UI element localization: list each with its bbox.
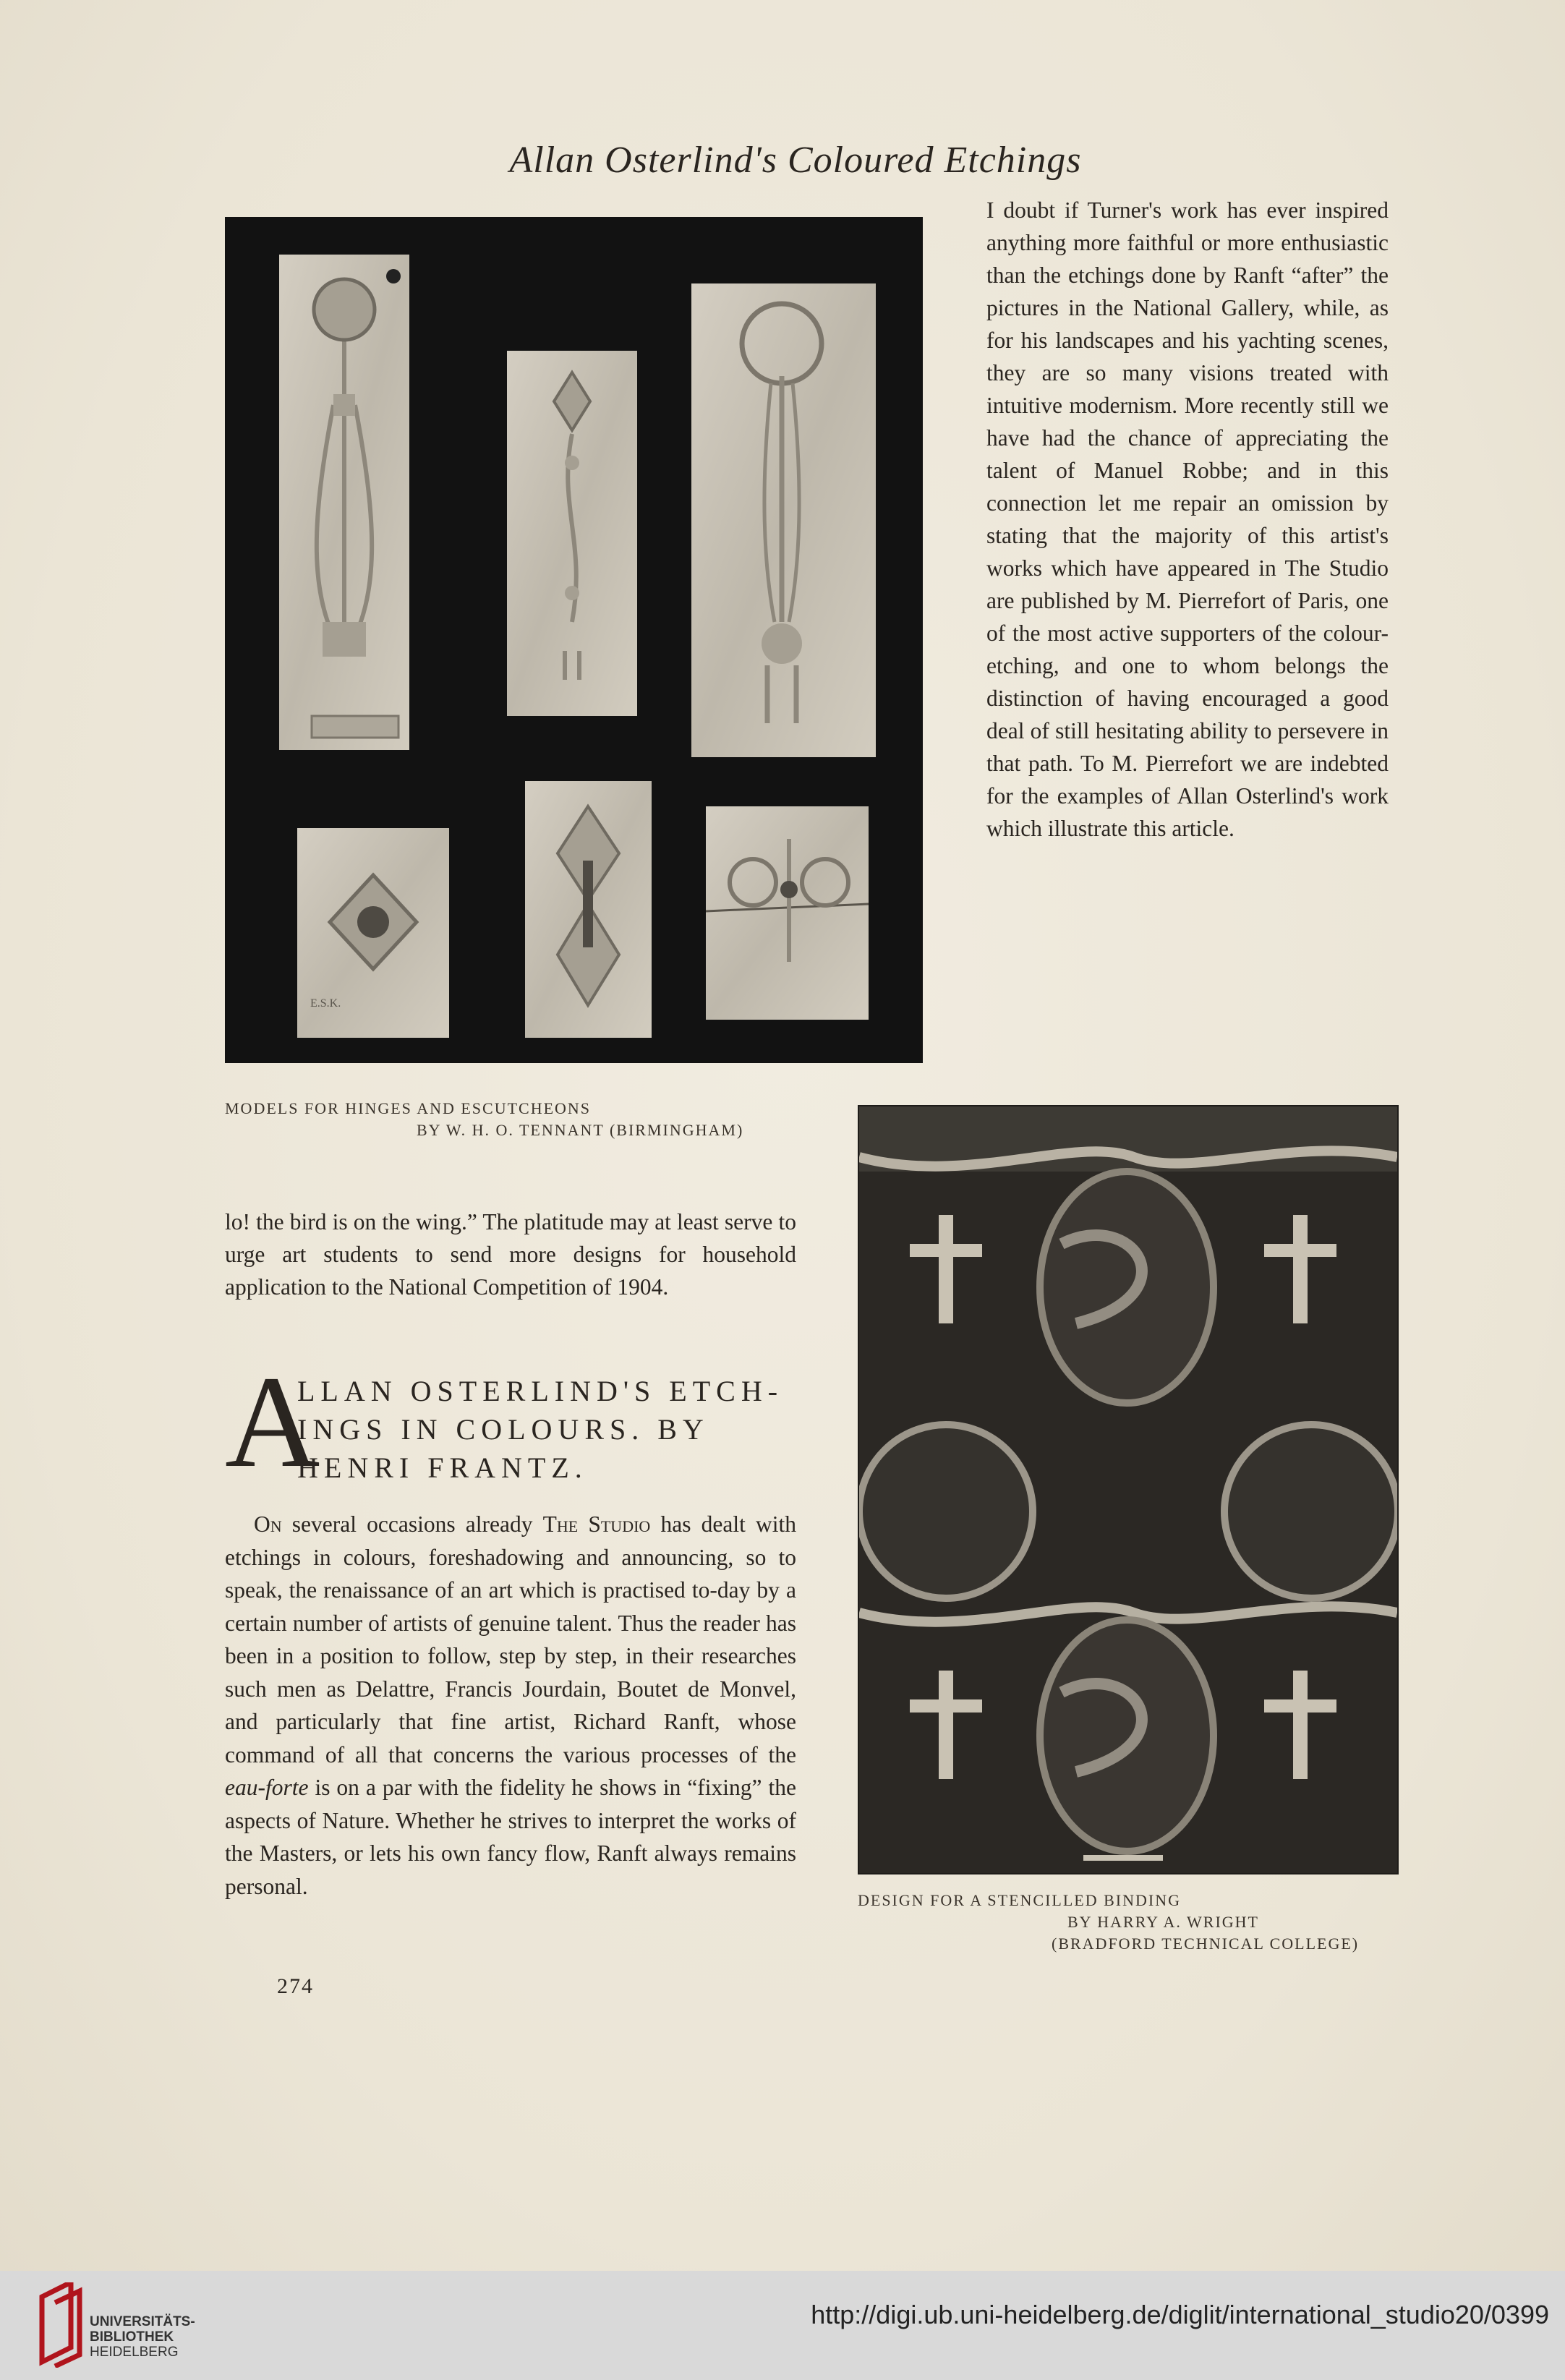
- title-line-3: HENRI FRANTZ.: [297, 1451, 588, 1484]
- footer-bar: [0, 2271, 1565, 2380]
- binding-illustration: [859, 1106, 1397, 1873]
- hinge-plate-1: [279, 255, 409, 750]
- figure2-caption: [858, 1891, 1407, 1953]
- library-name: [90, 2314, 195, 2360]
- article-body: [225, 1508, 796, 1903]
- hinges-illustration: [225, 217, 923, 1063]
- figure1-caption-line2: BY W. H. O. TENNANT (BIRMINGHAM): [417, 1121, 744, 1139]
- article-body-part3: is on a par with the fidelity he shows in “fixing” the aspects of Nature. Whether he strives to interpret the works of the Masters, or lets his own fancy flow, Ranft always remains personal.: [225, 1775, 796, 1899]
- hinge-plate-3: [691, 283, 876, 757]
- library-line2: BIBLIOTHEK: [90, 2329, 174, 2345]
- article-body-part1: several occasions already: [281, 1511, 543, 1537]
- library-logo-icon: [35, 2282, 93, 2368]
- escutcheon-plate-1: [297, 828, 449, 1038]
- right-column-text: I doubt if Turner's work has ever inspired anything more faithful or more enthusiastic than the etchings done by Ranft “after” the pictures in the National Gallery, while, as for his landscapes and his yachting scenes, they are so many visions treated with intuitive modernism. More recently still we have had the chance of appreciating the talent of Manuel Robbe; and in this connection let me repair an omission by stating that the majority of this artist's works which have appeared in The Studio are published by M. Pierrefort of Paris, one of the most active supporters of the colour-etching, and one to whom belongs the distinction of having encouraged a good deal of still hesitating ability to persevere in that path. To M. Pierrefort we are indebted for the examples of Allan Osterlind's work which illustrate this article.: [986, 197, 1389, 841]
- page-number: 274: [277, 1974, 314, 1998]
- article-title: [225, 1349, 796, 1497]
- plate-mark: E.S.K.: [310, 997, 341, 1010]
- figure1-caption-line1: MODELS FOR HINGES AND ESCUTCHEONS: [225, 1099, 592, 1117]
- figure2-caption-line3: (BRADFORD TECHNICAL COLLEGE): [1052, 1935, 1360, 1953]
- figure1-caption: [225, 1099, 803, 1140]
- eau-forte-term: eau-forte: [225, 1775, 309, 1800]
- escutcheon-plate-2: [525, 781, 652, 1038]
- stencilled-binding-image: [858, 1105, 1399, 1874]
- figure2-caption-line2: BY HARRY A. WRIGHT: [1067, 1913, 1259, 1931]
- drop-cap: A: [225, 1349, 320, 1495]
- article-lead: On: [254, 1511, 282, 1537]
- hinges-photograph: [225, 217, 923, 1063]
- left-column-intro: lo! the bird is on the wing.” The platitude may at least serve to urge art students to send more designs for household application to the National Competition of 1904.: [225, 1209, 796, 1300]
- library-line3: HEIDELBERG: [90, 2345, 179, 2360]
- library-line1: UNIVERSITÄTS-: [90, 2314, 195, 2329]
- escutcheon-plate-3: [706, 806, 869, 1020]
- article-body-part2: has dealt with etchings in colours, foreshadowing and announcing, so to speak, the renaissance of an art which is practised to-day by a certain number of artists of genuine talent. Thus the reader has been in a position to follow, step by step, in their researches such men as Delattre, Francis Jourdain, Boutet de Monvel, and particularly that fine artist, Richard Ranft, whose command of all that concerns the various processes of the: [225, 1511, 797, 1767]
- studio-mention: The Studio: [542, 1511, 651, 1537]
- title-line-2: INGS IN COLOURS. BY: [297, 1413, 709, 1446]
- source-url-link[interactable]: http://digi.ub.uni-heidelberg.de/diglit/international_studio20/0399: [811, 2300, 1549, 2329]
- title-line-1: LLAN OSTERLIND'S ETCH-: [297, 1375, 784, 1407]
- figure2-caption-line1: DESIGN FOR A STENCILLED BINDING: [858, 1891, 1181, 1909]
- running-head: Allan Osterlind's Coloured Etchings: [509, 140, 1082, 181]
- hinge-plate-2: [507, 351, 637, 716]
